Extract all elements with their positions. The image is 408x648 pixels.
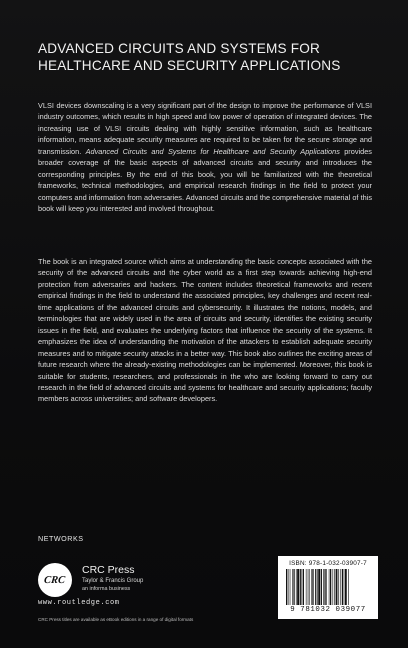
description-paragraph-1: [38, 100, 372, 215]
ebook-footnote: CRC Press titles are available as eBook editions in a range of digital formats: [38, 617, 194, 622]
publisher-name: CRC Press: [82, 564, 135, 576]
book-title: [38, 40, 378, 74]
isbn-number: ISBN: 978-1-032-03907-7: [289, 560, 367, 567]
logo-text: CRC: [43, 574, 67, 586]
publisher-logo: [38, 563, 178, 611]
crc-press-logo-icon: [38, 563, 72, 597]
isbn-barcode: [278, 556, 378, 619]
barcode-icon: [286, 569, 370, 605]
publisher-tagline: an informa business: [82, 586, 131, 592]
publisher-group: Taylor & Francis Group: [82, 578, 144, 584]
description-text-continued: provides broader coverage of the basic aspects of advanced circuits and security and introduces the corresponding principles. By the end of this book, you will be familiarized with the theoretical frameworks, technical methodologies, and empirical research findings in the field to protect your computers and information from adversaries. Advanced circuits and the comprehensive material of this book will keep you interested and involved throughout.: [38, 146, 372, 214]
subject-category: NETWORKS: [38, 534, 84, 543]
book-title-line-1: ADVANCED CIRCUITS AND SYSTEMS FOR: [38, 41, 321, 56]
description-paragraph-2: The book is an integrated source which aims at understanding the basic concepts associated with the security of the advanced circuits and the cyber world as a first step towards achieving high-end protection from adversaries and hackers. The content includes theoretical frameworks and recent empirical findings in the field to understand the associated principles, key challenges and recent real-time applications of the advanced circuits and cybersecurity. It illustrates the notions, models, and terminologies that are widely used in the area of circuits and security, identifies the existing security issues in the field, and evaluates the underlying factors that influence the security of the systems. It emphasizes the idea of understanding the motivation of the attackers to establish adequate security measures and to mitigate security attacks in a better way. This book also outlines the exciting areas of future research where the already-existing methodologies can be implemented. Moreover, this book is suitable for students, researchers, and professionals in the who are looking forward to carry out research in the field of advanced circuits and systems for healthcare and security applications; faculty members across universities; and software developers.: [38, 257, 372, 404]
book-title-italic: Advanced Circuits and Systems for Healthcare and Security Applications: [85, 146, 340, 156]
book-title-line-2: HEALTHCARE AND SECURITY APPLICATIONS: [38, 58, 341, 73]
description-text: VLSI devices downscaling is a very significant part of the design to improve the performance of VLSI industry outcomes, which results in high speed and low power of operation of integrated devices. The increasing use of VLSI circuits dealing with highly sensitive information, such as healthcare information, means adequate security measures are required to be taken for the secure storage and transmission.: [38, 101, 372, 156]
publisher-website[interactable]: www.routledge.com: [38, 599, 120, 607]
ean-number: 9 781032 039077: [290, 606, 366, 614]
